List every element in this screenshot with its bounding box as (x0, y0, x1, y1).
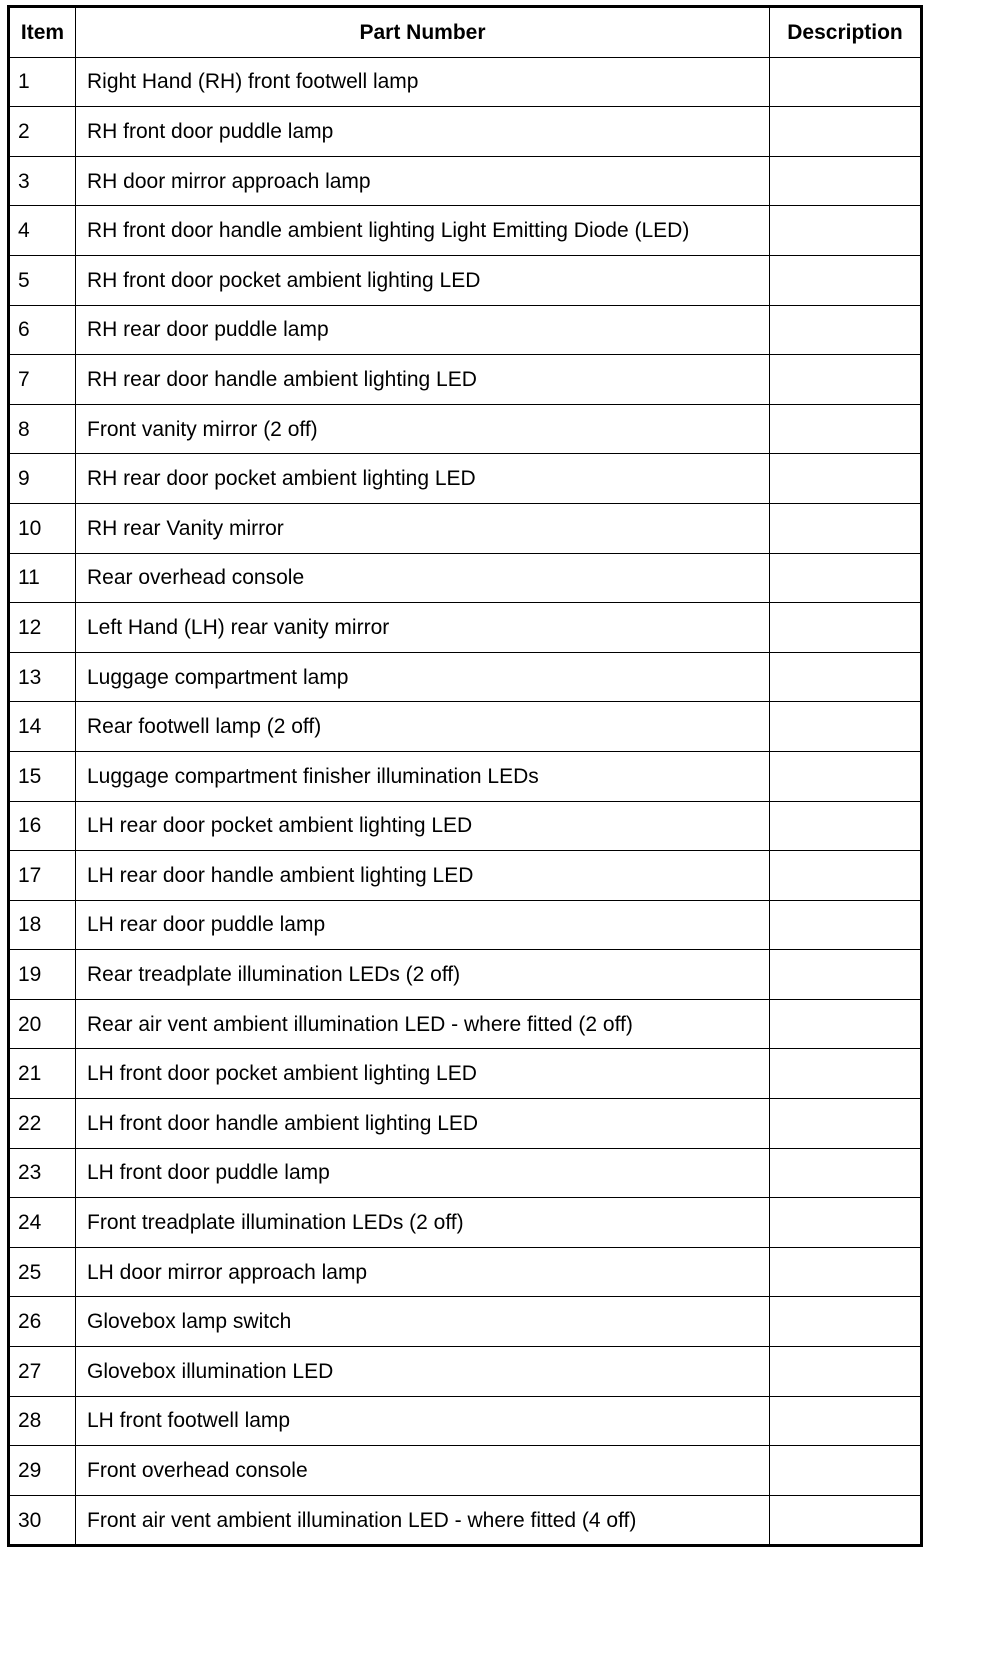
item-number-cell: 29 (9, 1446, 76, 1496)
table-row (9, 1396, 922, 1446)
item-number-cell: 24 (9, 1198, 76, 1248)
table-row (9, 1446, 922, 1496)
table-row (9, 950, 922, 1000)
part-name-cell: LH front footwell lamp (76, 1396, 770, 1446)
description-cell (770, 355, 922, 405)
item-number-cell: 7 (9, 355, 76, 405)
description-cell (770, 702, 922, 752)
description-cell (770, 255, 922, 305)
item-number-cell: 18 (9, 900, 76, 950)
item-number-cell: 30 (9, 1495, 76, 1546)
table-row (9, 553, 922, 603)
item-number-cell: 4 (9, 206, 76, 256)
item-number-cell: 27 (9, 1347, 76, 1397)
table-row (9, 1347, 922, 1397)
description-cell (770, 305, 922, 355)
description-cell (770, 404, 922, 454)
table-row (9, 603, 922, 653)
part-name-cell: RH front door puddle lamp (76, 107, 770, 157)
item-number-cell: 14 (9, 702, 76, 752)
table-row (9, 404, 922, 454)
item-number-cell: 2 (9, 107, 76, 157)
part-name-cell: Left Hand (LH) rear vanity mirror (76, 603, 770, 653)
table-row (9, 107, 922, 157)
table-row (9, 1495, 922, 1546)
item-number-cell: 23 (9, 1148, 76, 1198)
description-cell (770, 1148, 922, 1198)
part-name-cell: LH front door handle ambient lighting LED (76, 1099, 770, 1149)
part-name-cell: RH door mirror approach lamp (76, 156, 770, 206)
description-cell (770, 1049, 922, 1099)
item-number-cell: 28 (9, 1396, 76, 1446)
table-row (9, 454, 922, 504)
part-name-cell: Right Hand (RH) front footwell lamp (76, 57, 770, 107)
description-cell (770, 999, 922, 1049)
description-cell (770, 603, 922, 653)
description-cell (770, 751, 922, 801)
part-name-cell: Glovebox lamp switch (76, 1297, 770, 1347)
part-name-cell: Front air vent ambient illumination LED - where fitted (4 off) (76, 1495, 770, 1546)
part-name-cell: LH rear door handle ambient lighting LED (76, 851, 770, 901)
part-name-cell: RH rear door pocket ambient lighting LED (76, 454, 770, 504)
part-name-cell: LH front door puddle lamp (76, 1148, 770, 1198)
header-item: Item (9, 7, 76, 58)
table-row (9, 999, 922, 1049)
item-number-cell: 5 (9, 255, 76, 305)
table-row (9, 503, 922, 553)
description-cell (770, 107, 922, 157)
item-number-cell: 16 (9, 801, 76, 851)
parts-table (7, 5, 923, 1547)
part-name-cell: Rear air vent ambient illumination LED - where fitted (2 off) (76, 999, 770, 1049)
part-name-cell: LH front door pocket ambient lighting LED (76, 1049, 770, 1099)
part-name-cell: LH rear door pocket ambient lighting LED (76, 801, 770, 851)
description-cell (770, 1495, 922, 1546)
item-number-cell: 12 (9, 603, 76, 653)
part-name-cell: RH rear door puddle lamp (76, 305, 770, 355)
table-row (9, 900, 922, 950)
table-row (9, 801, 922, 851)
item-number-cell: 13 (9, 652, 76, 702)
description-cell (770, 1247, 922, 1297)
description-cell (770, 1099, 922, 1149)
part-name-cell: Luggage compartment lamp (76, 652, 770, 702)
description-cell (770, 206, 922, 256)
table-body (9, 57, 922, 1546)
part-name-cell: LH rear door puddle lamp (76, 900, 770, 950)
item-number-cell: 17 (9, 851, 76, 901)
table-row (9, 255, 922, 305)
description-cell (770, 156, 922, 206)
description-cell (770, 801, 922, 851)
table-row (9, 1297, 922, 1347)
item-number-cell: 25 (9, 1247, 76, 1297)
item-number-cell: 1 (9, 57, 76, 107)
item-number-cell: 19 (9, 950, 76, 1000)
part-name-cell: Rear treadplate illumination LEDs (2 off) (76, 950, 770, 1000)
description-cell (770, 1347, 922, 1397)
part-name-cell: Front overhead console (76, 1446, 770, 1496)
part-name-cell: RH front door pocket ambient lighting LED (76, 255, 770, 305)
part-name-cell: LH door mirror approach lamp (76, 1247, 770, 1297)
description-cell (770, 851, 922, 901)
item-number-cell: 22 (9, 1099, 76, 1149)
table-row (9, 1198, 922, 1248)
part-name-cell: Rear overhead console (76, 553, 770, 603)
part-name-cell: RH rear door handle ambient lighting LED (76, 355, 770, 405)
table-row (9, 305, 922, 355)
item-number-cell: 10 (9, 503, 76, 553)
description-cell (770, 1446, 922, 1496)
table-row (9, 156, 922, 206)
item-number-cell: 11 (9, 553, 76, 603)
item-number-cell: 21 (9, 1049, 76, 1099)
item-number-cell: 3 (9, 156, 76, 206)
table-row (9, 355, 922, 405)
description-cell (770, 1396, 922, 1446)
item-number-cell: 20 (9, 999, 76, 1049)
description-cell (770, 57, 922, 107)
description-cell (770, 1198, 922, 1248)
part-name-cell: Glovebox illumination LED (76, 1347, 770, 1397)
header-description: Description (770, 7, 922, 58)
item-number-cell: 15 (9, 751, 76, 801)
item-number-cell: 9 (9, 454, 76, 504)
table-row (9, 1049, 922, 1099)
description-cell (770, 553, 922, 603)
item-number-cell: 8 (9, 404, 76, 454)
parts-list (7, 5, 923, 1547)
table-row (9, 57, 922, 107)
part-name-cell: RH rear Vanity mirror (76, 503, 770, 553)
table-row (9, 652, 922, 702)
table-row (9, 702, 922, 752)
part-name-cell: Rear footwell lamp (2 off) (76, 702, 770, 752)
table-row (9, 1247, 922, 1297)
header-part-number: Part Number (76, 7, 770, 58)
description-cell (770, 900, 922, 950)
part-name-cell: Front vanity mirror (2 off) (76, 404, 770, 454)
table-row (9, 751, 922, 801)
description-cell (770, 1297, 922, 1347)
header-row (9, 7, 922, 58)
part-name-cell: RH front door handle ambient lighting Light Emitting Diode (LED) (76, 206, 770, 256)
description-cell (770, 950, 922, 1000)
item-number-cell: 26 (9, 1297, 76, 1347)
table-row (9, 1099, 922, 1149)
description-cell (770, 503, 922, 553)
description-cell (770, 454, 922, 504)
description-cell (770, 652, 922, 702)
part-name-cell: Front treadplate illumination LEDs (2 off) (76, 1198, 770, 1248)
table-row (9, 851, 922, 901)
part-name-cell: Luggage compartment finisher illumination LEDs (76, 751, 770, 801)
table-row (9, 206, 922, 256)
item-number-cell: 6 (9, 305, 76, 355)
table-row (9, 1148, 922, 1198)
